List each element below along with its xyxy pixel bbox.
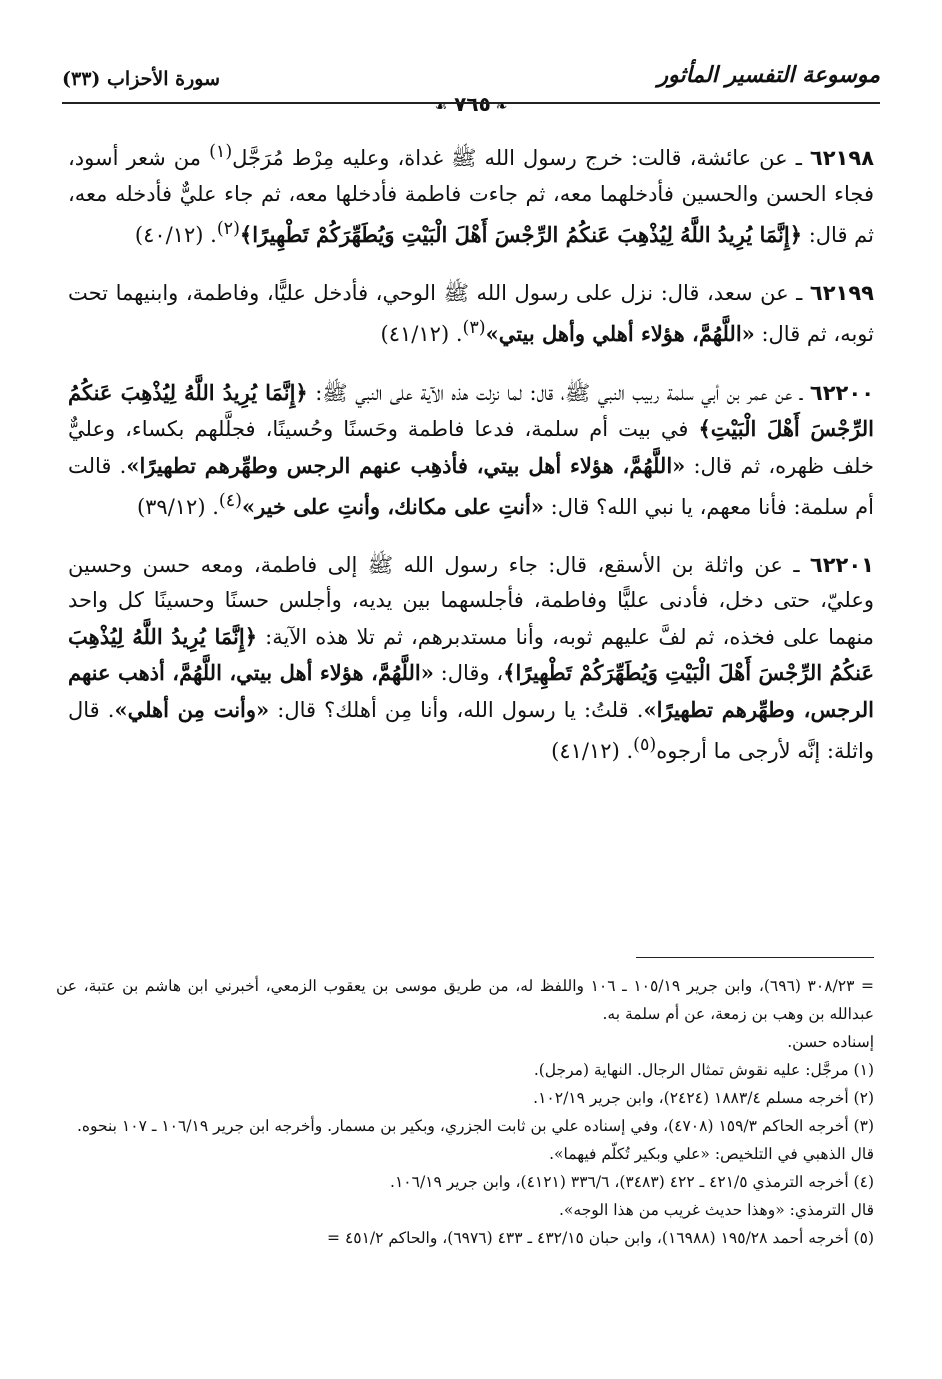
quran-verse: ﴿إِنَّمَا يُرِيدُ اللَّهُ لِيُذْهِبَ عَنكُمُ الرِّجْسَ أَهْلَ الْبَيْتِ وَيُطَهِّرَكُمْ تَطْهِيرًا﴾: [68, 623, 874, 685]
footnote-marker: (٤): [218, 491, 242, 511]
footnote-line: (٤) أخرجه الترمذي ٤٢١/٥ ـ ٤٢٢ (٣٤٨٣)، ٣٣٦/٦ (٤١٢١)، وابن جرير ١٠٦/١٩.: [390, 1173, 874, 1191]
ornament-right-icon: ❧: [490, 99, 508, 115]
footnote-line: (١) مرجَّل: عليه نقوش تمثال الرجال. النهاية (مرجل).: [533, 1061, 874, 1079]
hadith-text: . قالت أم سلمة: فأنا معهم، يا نبي الله؟ قال:: [68, 453, 874, 519]
hadith-text: ـ عن عمر بن أبي سلمة ربيب النبي ﷺ، قال: لما نزلت هذه الآية على النبي ﷺ:: [307, 380, 810, 405]
hadith-text: ـ عن واثلة بن الأسقع، قال: جاء رسول الله ﷺ إلى فاطمة، ومعه حسن وحسين وعليّ، حتى دخل، فأدنى عليًّا وفاطمة، فأجلسهما بين يديه، وأجلس حسنًا وحسينًا كل واحد منهما على فخذه، ثم لفَّ عليهم ثوبه، وأنا مستدبرهم، ثم تلا هذه الآية:: [68, 552, 874, 649]
hadith-text: . قلتُ: يا رسول الله، وأنا مِن أهلك؟ قال:: [269, 697, 644, 722]
hadith-text: . قال واثلة: إنَّه لأرجى ما أرجوه: [68, 697, 874, 763]
prophetic-quote: «أنتِ على مكانك، وأنتِ على خير»: [241, 494, 544, 519]
hadith-entry: [68, 135, 874, 254]
footnote-line: إسناده حسن.: [787, 1033, 874, 1051]
hadith-number: ٦٢١٩٨: [809, 146, 875, 170]
footnote-line: قال الترمذي: «وهذا حديث غريب من هذا الوجه».: [558, 1201, 874, 1219]
page-number-block: [427, 92, 516, 116]
hadith-text: . (٤١/١٢): [551, 739, 634, 763]
hadith-number: ٦٢١٩٩: [809, 280, 874, 305]
footnote-divider: [636, 957, 874, 958]
hadith-number: ٦٢٢٠٠: [809, 380, 875, 405]
hadith-text: ـ عن سعد، قال: نزل على رسول الله ﷺ الوحي، فأدخل عليًّا، وفاطمة، وابنيهما تحت ثوبه، ثم قال:: [68, 280, 874, 346]
quran-verse: ﴿إِنَّمَا يُرِيدُ اللَّهُ لِيُذْهِبَ عَنكُمُ الرِّجْسَ أَهْلَ الْبَيْتِ وَيُطَهِّرَكُمْ تَطْهِيرًا﴾: [239, 222, 803, 247]
main-text: [68, 135, 874, 792]
prophetic-quote: «اللَّهُمَّ، هؤلاء أهل بيتي، اللَّهُمَّ، أذهب عنهم الرجس، وطهِّرهم تطهيرًا»: [68, 660, 875, 722]
hadith-entry: [68, 548, 874, 770]
hadith-number: ٦٢٢٠١: [809, 552, 874, 577]
footnote-line: (٣) أخرجه الحاكم ١٥٩/٣ (٤٧٠٨)، وفي إسناده علي بن ثابت الجزري، وبكير بن مسمار. وأخرجه ابن جرير ١٠٦/١٩ ـ ١٠٧ بنحوه.: [76, 1117, 874, 1135]
footnote-marker: (٣): [462, 318, 486, 338]
quran-verse: ﴿إِنَّمَا يُرِيدُ اللَّهُ لِيُذْهِبَ عَنكُمُ الرِّجْسَ أَهْلَ الْبَيْتِ﴾: [68, 379, 874, 441]
hadith-entry: [68, 375, 874, 526]
footnote-marker: (١): [209, 142, 233, 162]
page-number: ٧٦٥: [454, 92, 491, 116]
hadith-text: . (٤١/١٢): [380, 322, 463, 346]
footnote-line: قال الذهبي في التلخيص: «علي وبكير تُكلّم فيهما».: [549, 1145, 874, 1163]
prophetic-quote: «اللَّهُمَّ، هؤلاء أهل بيتي، فأذهِب عنهم الرجس وطهِّرهم تطهيرًا»: [126, 452, 686, 478]
surah-name: سورة الأحزاب (٣٣): [62, 68, 221, 90]
footnotes: [56, 972, 874, 1252]
prophetic-quote: «وأنت مِن أهلي»: [114, 696, 270, 722]
ornament-left-icon: ☙: [434, 99, 448, 115]
book-title: موسوعة التفسير المأثور: [657, 62, 880, 88]
hadith-text: ، وقال:: [433, 661, 504, 685]
page-header: [62, 58, 880, 116]
footnote-marker: (٥): [633, 735, 657, 755]
hadith-text: . (٣٩/١٢): [136, 495, 219, 519]
footnote-marker: (٢): [216, 219, 240, 239]
hadith-text: من شعر أسود، فجاء الحسن والحسين فأدخلهما معه، ثم جاءت فاطمة فأدخلها معه، ثم جاء عليٌّ فأدخله معه، ثم قال:: [68, 146, 874, 247]
header-divider: [62, 102, 880, 104]
footnote-line: (٥) أخرجه أحمد ١٩٥/٢٨ (١٦٩٨٨)، وابن حبان ٤٣٢/١٥ ـ ٤٣٣ (٦٩٧٦)، والحاكم ٤٥١/٢ =: [327, 1229, 874, 1247]
prophetic-quote: «اللَّهُمَّ، هؤلاء أهلي وأهل بيتي»: [485, 321, 755, 346]
hadith-text: . (٤٠/١٢): [134, 223, 217, 247]
footnote-line: (٢) أخرجه مسلم ١٨٨٣/٤ (٢٤٢٤)، وابن جرير ١٠٢/١٩.: [533, 1089, 874, 1107]
hadith-entry: [68, 276, 874, 353]
hadith-text: في بيت أم سلمة، فدعا فاطمة وحَسنًا وحُسينًا، فجلَّلهم بكساء، وعليٌّ خلف ظهره، ثم قال:: [68, 417, 874, 478]
hadith-text: ـ عن عائشة، قالت: خرج رسول الله ﷺ غداة، وعليه مِرْط مُرَجَّل: [232, 146, 810, 170]
footnote-line: = ٣٠٨/٢٣ (٦٩٦)، وابن جرير ١٠٥/١٩ ـ ١٠٦ واللفظ له، من طريق موسى بن يعقوب الزمعي، أخبرني ابن هاشم بن عتبة، عن عبدالله بن وهب بن زمعة، عن أم سلمة به.: [56, 977, 874, 1023]
